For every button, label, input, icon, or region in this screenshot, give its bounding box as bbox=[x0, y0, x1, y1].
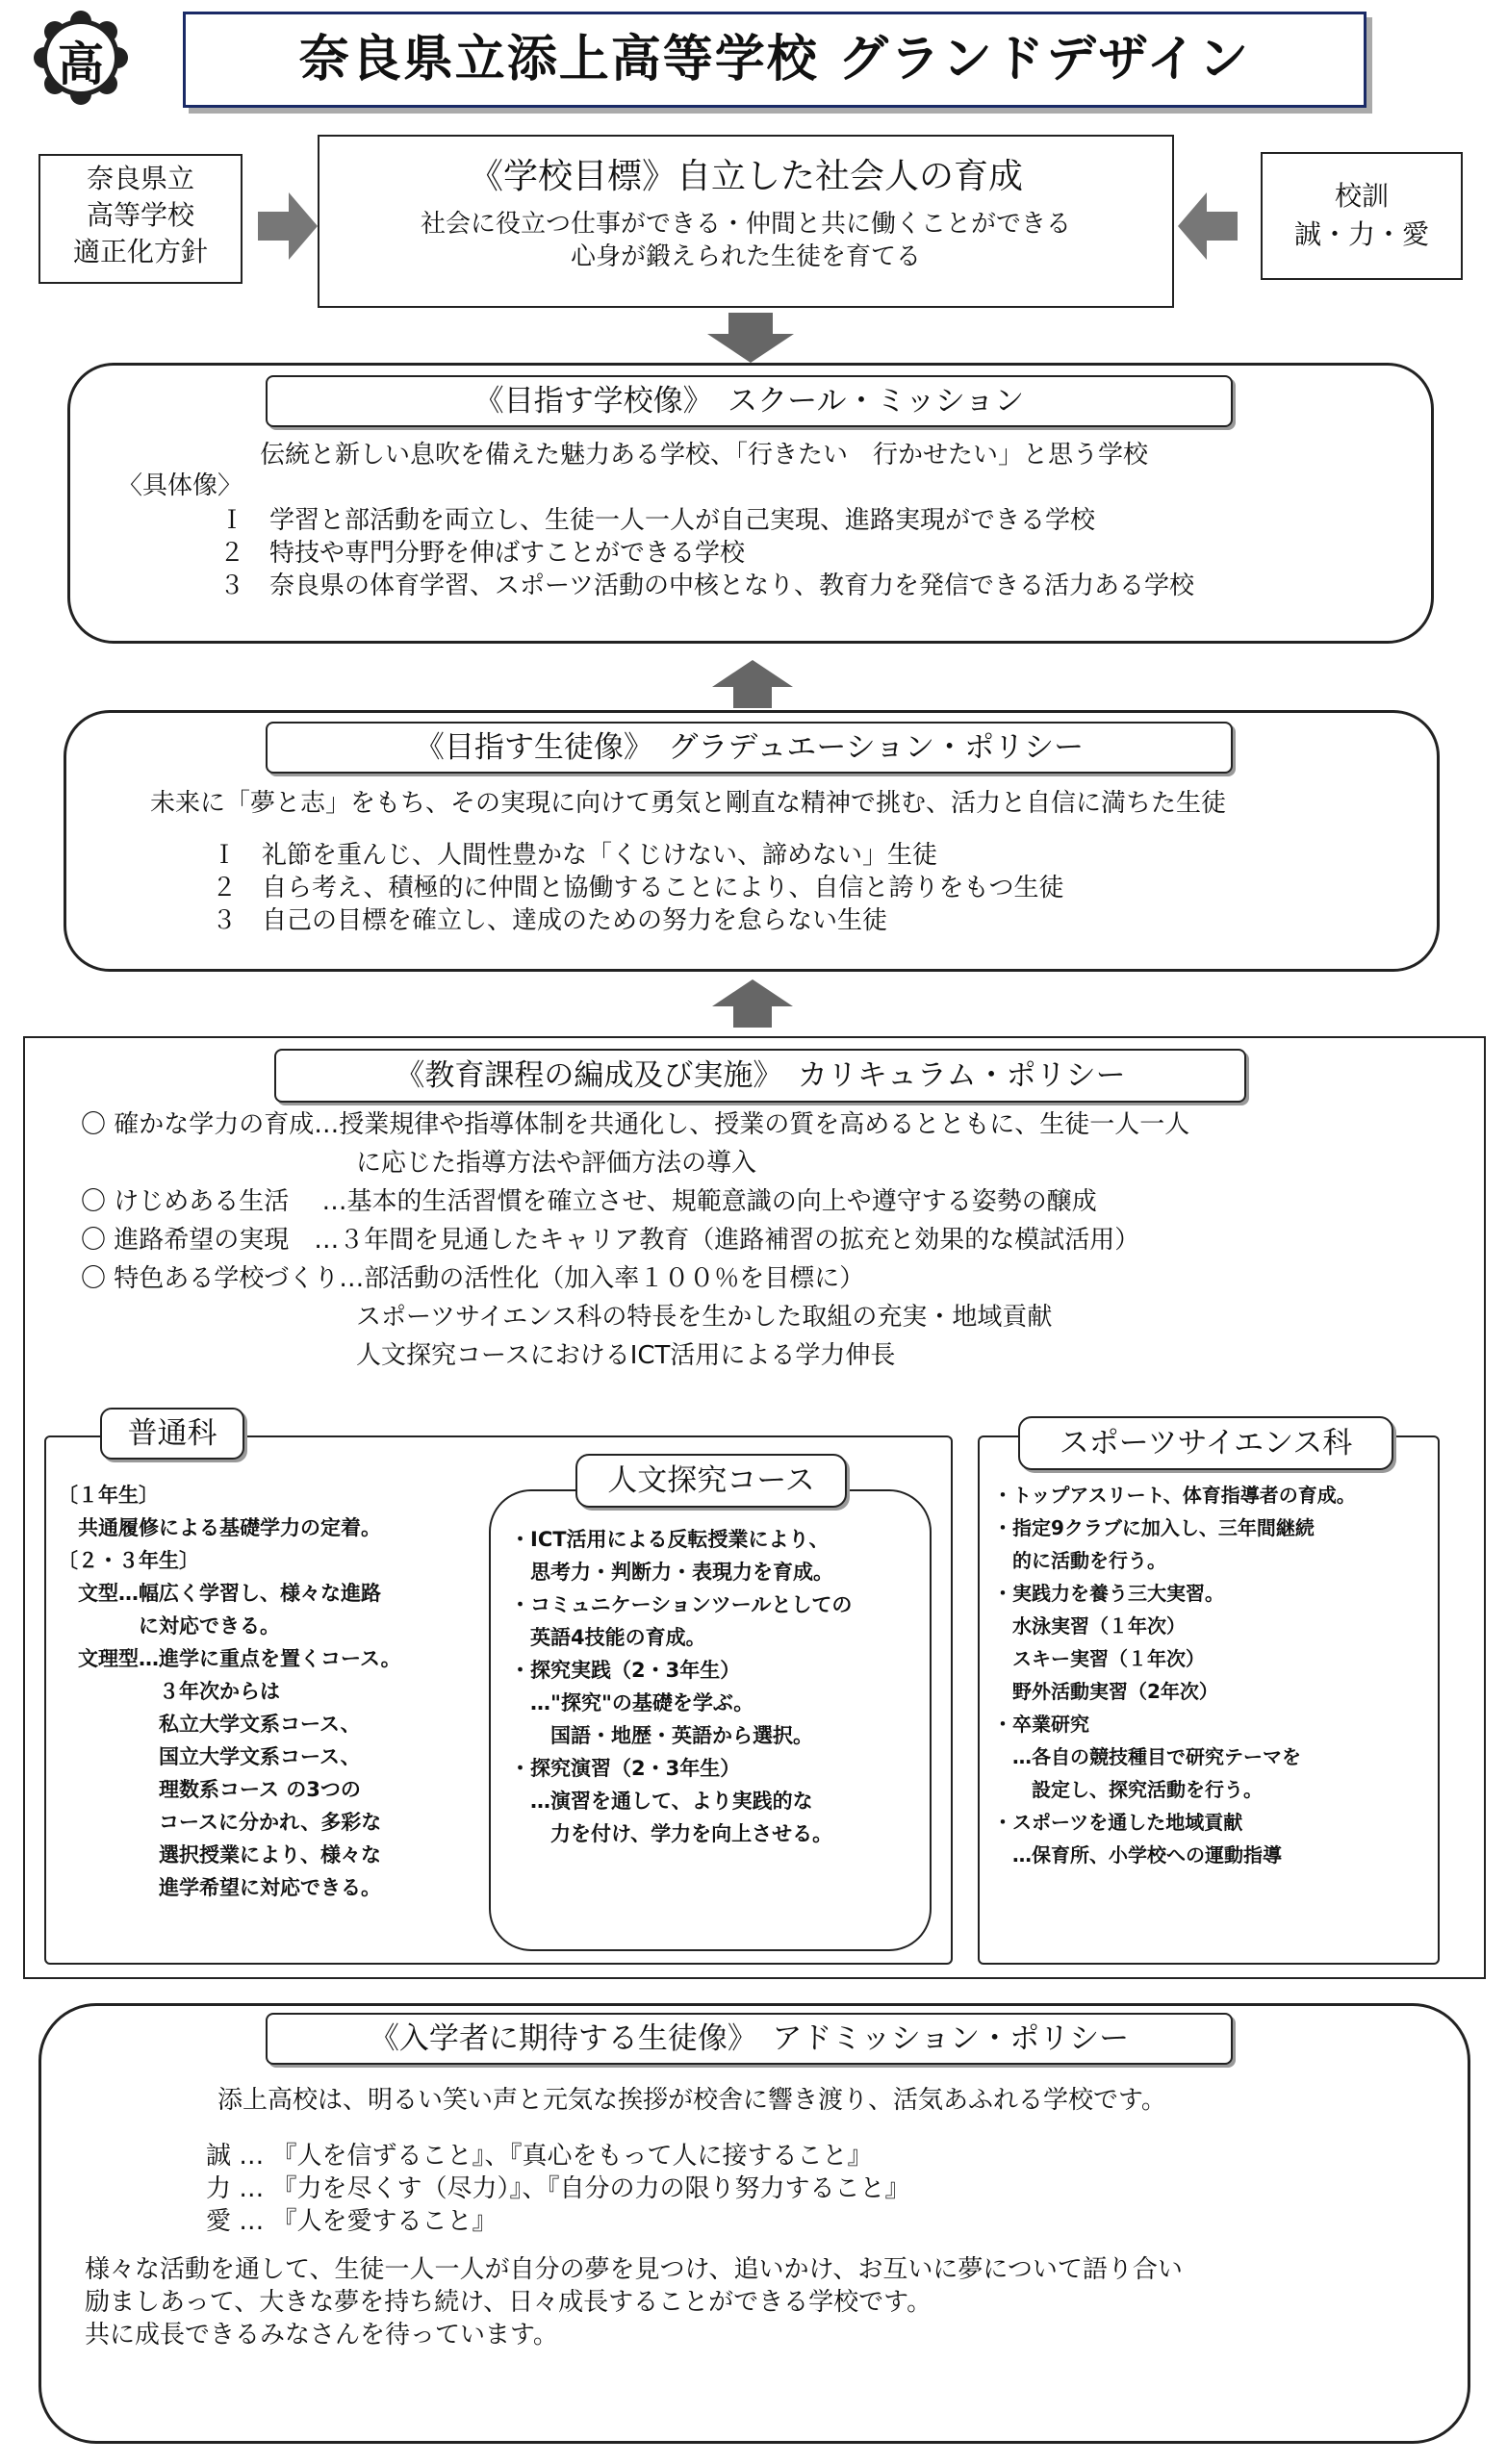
mission-lead: 伝統と新しい息吹を備えた魅力ある学校、「行きたい 行かせたい」と思う学校 bbox=[260, 441, 1149, 470]
left-box-line: 奈良県立 bbox=[86, 163, 194, 194]
school-goal-title: 《学校目標》自立した社会人の育成 bbox=[468, 157, 1023, 196]
title-banner bbox=[183, 12, 1367, 108]
curriculum-line: スポーツサイエンス科の特長を生かした取組の充実・地域貢献 bbox=[81, 1303, 1053, 1332]
left-box-line: 高等学校 bbox=[86, 199, 194, 231]
curriculum-line: 〇 けじめある生活 …基本的生活習慣を確立させ、規範意識の向上や遵守する姿勢の醸成 bbox=[81, 1187, 1097, 1216]
jinbun-line: 力を付け、学力を向上させる。 bbox=[510, 1822, 833, 1845]
page-title: 奈良県立添上高等学校 グランドデザイン bbox=[298, 31, 1251, 89]
jinbun-line: 思考力・判断力・表現力を育成。 bbox=[510, 1561, 833, 1584]
sports-line: 設定し、探究活動を行う。 bbox=[993, 1778, 1263, 1801]
jinbun-line: ・探究演習（2・3年生） bbox=[510, 1757, 741, 1780]
futsuka-line: 国立大学文系コース、 bbox=[58, 1745, 361, 1768]
admission-label: 《入学者に期待する生徒像》 アドミッション・ポリシー bbox=[266, 2013, 1233, 2065]
left-policy-box bbox=[38, 154, 243, 284]
mission-item: Ｉ 学習と部活動を両立し、生徒一人一人が自己実現、進路実現ができる学校 bbox=[219, 506, 1096, 535]
futsuka-line: 〔２・３年生〕 bbox=[58, 1549, 199, 1572]
admission-virtue: 力 … 『力を尽くす（尽力）』、『自分の力の限り努力すること』 bbox=[206, 2174, 910, 2203]
school-motto-box bbox=[1261, 152, 1463, 280]
admission-closing: 励ましあって、大きな夢を持ち続け、日々成長することができる学校です。 bbox=[85, 2288, 932, 2317]
mission-item: ２ 特技や専門分野を伸ばすことができる学校 bbox=[219, 539, 746, 568]
futsuka-label: 普通科 bbox=[100, 1408, 244, 1460]
curriculum-line: 〇 特色ある学校づくり…部活動の活性化（加入率１００％を目標に） bbox=[81, 1264, 865, 1293]
mission-sub: 〈具体像〉 bbox=[117, 471, 243, 500]
sports-line: 的に活動を行う。 bbox=[993, 1549, 1166, 1572]
sports-line: ・スポーツを通した地域貢献 bbox=[993, 1811, 1243, 1834]
admission-closing: 様々な活動を通して、生徒一人一人が自分の夢を見つけ、追いかけ、お互いに夢について語り合い bbox=[85, 2255, 1183, 2284]
futsuka-line: 共通履修による基礎学力の定着。 bbox=[58, 1516, 381, 1539]
curriculum-line: に応じた指導方法や評価方法の導入 bbox=[81, 1149, 757, 1178]
jinbun-line: 国語・地歴・英語から選択。 bbox=[510, 1724, 813, 1747]
school-goal-line: 心身が鍛えられた生徒を育てる bbox=[570, 242, 921, 271]
futsuka-line: 私立大学文系コース、 bbox=[58, 1713, 361, 1736]
mission-item: ３ 奈良県の体育学習、スポーツ活動の中核となり、教育力を発信できる活力ある学校 bbox=[219, 572, 1194, 600]
curriculum-label: 《教育課程の編成及び実施》 カリキュラム・ポリシー bbox=[274, 1049, 1246, 1103]
sports-line: ・卒業研究 bbox=[993, 1713, 1089, 1736]
futsuka-line: に対応できる。 bbox=[58, 1614, 280, 1638]
futsuka-line: 理数系コース の3つの bbox=[58, 1778, 361, 1801]
mission-label: 《目指す学校像》 スクール・ミッション bbox=[266, 375, 1233, 427]
graduation-label: 《目指す生徒像》 グラデュエーション・ポリシー bbox=[266, 722, 1233, 774]
graduation-item: ２ 自ら考え、積極的に仲間と協働することにより、自信と誇りをもつ生徒 bbox=[212, 874, 1064, 902]
school-logo bbox=[33, 10, 129, 106]
down-arrow-icon bbox=[707, 313, 794, 363]
futsuka-line: 〔１年生〕 bbox=[58, 1484, 159, 1507]
logo-char: 高 bbox=[57, 38, 104, 91]
admission-virtue: 愛 … 『人を愛すること』 bbox=[206, 2207, 498, 2236]
jinbun-label: 人文探究コース bbox=[575, 1454, 847, 1508]
sports-line: ・実践力を養う三大実習。 bbox=[993, 1582, 1224, 1605]
motto-line: 校訓 bbox=[1334, 180, 1389, 212]
futsuka-line: 文型…幅広く学習し、様々な進路 bbox=[58, 1582, 381, 1605]
futsuka-line: 文理型…進学に重点を置くコース。 bbox=[58, 1647, 401, 1670]
graduation-item: ３ 自己の目標を確立し、達成のための努力を怠らない生徒 bbox=[212, 906, 888, 935]
school-goal-box bbox=[318, 135, 1174, 308]
jinbun-line: ・コミュニケーションツールとしての bbox=[510, 1593, 853, 1616]
curriculum-line: 人文探究コースにおけるICT活用による学力伸長 bbox=[81, 1341, 896, 1370]
left-arrow-icon bbox=[1178, 192, 1238, 260]
up-arrow-icon bbox=[712, 979, 793, 1028]
futsuka-line: コースに分かれ、多彩な bbox=[58, 1811, 382, 1834]
sports-line: 水泳実習（１年次） bbox=[993, 1614, 1186, 1638]
sports-line: スキー実習（１年次） bbox=[993, 1647, 1205, 1670]
jinbun-line: ・ICT活用による反転授業により、 bbox=[510, 1528, 830, 1551]
right-arrow-icon bbox=[258, 192, 318, 260]
motto-line: 誠・力・愛 bbox=[1293, 218, 1429, 250]
sports-label: スポーツサイエンス科 bbox=[1018, 1416, 1393, 1470]
sports-line: …各自の競技種目で研究テーマを bbox=[993, 1745, 1301, 1768]
sports-line: …保育所、小学校への運動指導 bbox=[993, 1843, 1282, 1867]
sports-line: ・トップアスリート、体育指導者の育成。 bbox=[993, 1484, 1356, 1507]
jinbun-line: 英語4技能の育成。 bbox=[510, 1626, 706, 1649]
sports-line: 野外活動実習（2年次） bbox=[993, 1680, 1218, 1703]
admission-virtue: 誠 … 『人を信ずること』、『真心をもって人に接すること』 bbox=[206, 2142, 873, 2171]
jinbun-line: …"探究"の基礎を学ぶ。 bbox=[510, 1691, 754, 1715]
curriculum-line: 〇 確かな学力の育成…授業規律や指導体制を共通化し、授業の質を高めるとともに、生徒一人一人 bbox=[81, 1110, 1190, 1139]
jinbun-box bbox=[489, 1489, 932, 1951]
graduation-item: Ｉ 礼節を重んじ、人間性豊かな「くじけない、諦めない」生徒 bbox=[212, 841, 938, 870]
sports-line: ・指定9クラブに加入し、三年間継続 bbox=[993, 1516, 1315, 1539]
futsuka-line: 選択授業により、様々な bbox=[58, 1843, 381, 1867]
jinbun-line: …演習を通して、より実践的な bbox=[510, 1790, 813, 1813]
school-goal-line: 社会に役立つ仕事ができる・仲間と共に働くことができる bbox=[420, 210, 1071, 239]
left-box-line: 適正化方針 bbox=[72, 236, 208, 267]
curriculum-line: 〇 進路希望の実現 …３年間を見通したキャリア教育（進路補習の拡充と効果的な模試活用） bbox=[81, 1226, 1140, 1255]
admission-closing: 共に成長できるみなさんを待っています。 bbox=[85, 2321, 558, 2350]
graduation-lead: 未来に「夢と志」をもち、その実現に向けて勇気と剛直な精神で挑む、活力と自信に満ちた生徒 bbox=[150, 789, 1227, 818]
up-arrow-icon bbox=[712, 660, 793, 708]
admission-lead: 添上高校は、明るい笑い声と元気な挨拶が校舎に響き渡り、活気あふれる学校です。 bbox=[217, 2086, 1166, 2115]
futsuka-line: ３年次からは bbox=[58, 1680, 280, 1703]
futsuka-line: 進学希望に対応できる。 bbox=[58, 1876, 381, 1899]
jinbun-line: ・探究実践（2・3年生） bbox=[510, 1659, 741, 1682]
